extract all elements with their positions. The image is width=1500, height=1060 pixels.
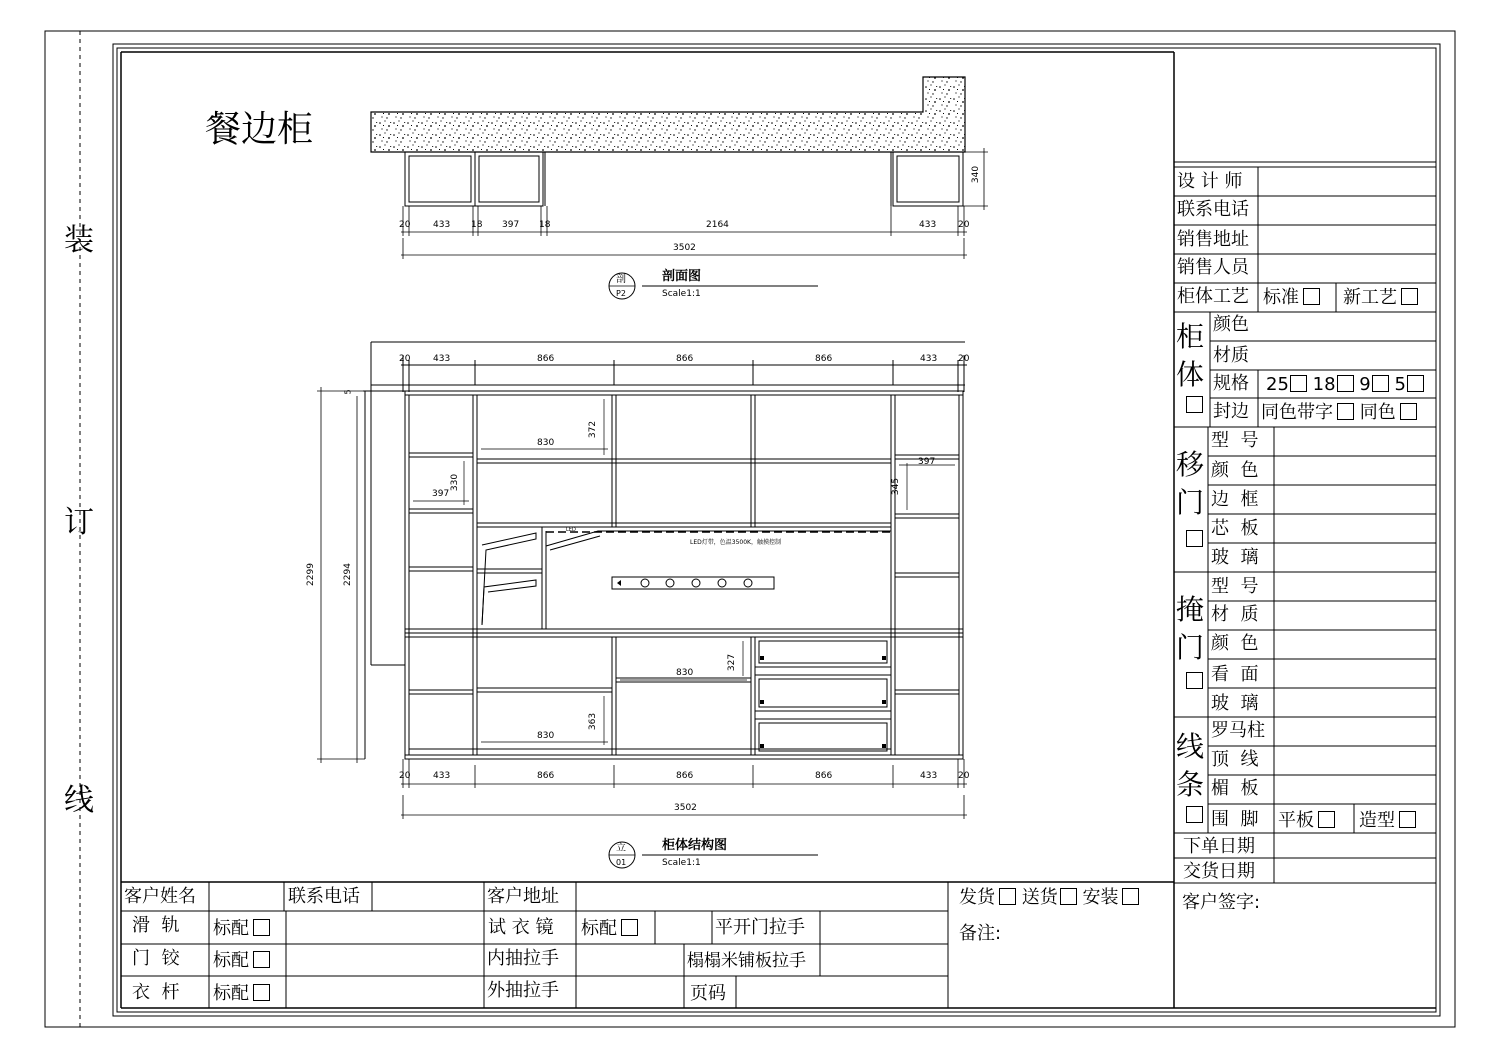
dim-label: 397	[432, 489, 450, 499]
page-number-label: 页码	[690, 983, 726, 1004]
deliver-checkbox[interactable]	[1060, 888, 1077, 905]
sliding-core-label: 芯 板	[1211, 518, 1259, 539]
body-edge-label: 封边	[1213, 401, 1249, 422]
view-scale: Scale1:1	[662, 858, 701, 868]
view-scale: Scale1:1	[662, 289, 701, 299]
sales-address-label: 销售地址	[1177, 229, 1249, 250]
dim-label: 327	[727, 653, 738, 672]
hinge-checkbox[interactable]	[253, 951, 270, 968]
dim-label: 372	[588, 420, 599, 439]
hinged-material-label: 材 质	[1211, 604, 1259, 625]
body-material-label: 材质	[1213, 345, 1249, 366]
badge-bottom: P2	[616, 289, 626, 298]
led-mark: LED	[566, 527, 576, 533]
hinged-face-label: 看 面	[1211, 664, 1259, 685]
dim-label: 2294	[342, 563, 353, 586]
top-line-label: 顶 线	[1211, 749, 1259, 770]
install-checkbox[interactable]	[1122, 888, 1139, 905]
dim-label: 830	[676, 668, 694, 678]
dim-label: 20	[399, 220, 411, 230]
dim-label: 345	[891, 477, 902, 496]
rod-checkbox[interactable]	[253, 984, 270, 1001]
dim-label: 20	[958, 771, 970, 781]
mirror-standard[interactable]: 标配	[581, 919, 638, 938]
dim-label: 330	[450, 473, 461, 492]
dim-label: 18	[539, 220, 551, 230]
contact-phone-label: 联系电话	[288, 886, 360, 907]
dim-label: 433	[919, 220, 937, 230]
view-title: 柜体结构图	[662, 838, 728, 853]
dim-label: 363	[588, 712, 599, 731]
body-spec-label: 规格	[1213, 373, 1249, 394]
lintel-label: 楣 板	[1211, 778, 1259, 799]
flat-option[interactable]: 平板	[1278, 811, 1335, 830]
body-color-label: 颜色	[1213, 314, 1249, 335]
dim-label: 5	[343, 389, 353, 395]
dim-label: 866	[537, 771, 555, 781]
standard-option[interactable]: 标准	[1263, 288, 1320, 307]
edge-options[interactable]: 同色带字 同色	[1261, 403, 1417, 422]
sliding-glass-label: 玻 璃	[1211, 547, 1259, 568]
slide-rail-label: 滑 轨	[132, 915, 180, 936]
remarks-label: 备注:	[959, 923, 1002, 944]
badge-top: 剖	[616, 274, 626, 285]
spec-options[interactable]: 25 18 9 5	[1266, 375, 1424, 394]
dim-total: 3502	[674, 803, 697, 813]
trim-group-label: 线 条	[1176, 730, 1205, 801]
cabinet-craft-label: 柜体工艺	[1177, 286, 1249, 307]
ship-deliver-install[interactable]: 发货 送货 安装	[959, 888, 1139, 907]
hinged-model-label: 型 号	[1211, 576, 1259, 597]
new-craft-option[interactable]: 新工艺	[1343, 288, 1418, 307]
dim-label: 866	[815, 354, 833, 364]
hinged-glass-label: 玻 璃	[1211, 693, 1259, 714]
mirror-label: 试 衣 镜	[488, 917, 554, 938]
dim-label: 397	[918, 457, 936, 467]
sliding-color-label: 颜 色	[1211, 460, 1259, 481]
binding-mark-2: 订	[64, 505, 94, 540]
dim-label: 18	[471, 220, 483, 230]
sliding-door-group-label: 移 门	[1176, 448, 1205, 519]
roman-column-label: 罗马柱	[1211, 720, 1265, 741]
mirror-checkbox[interactable]	[621, 919, 638, 936]
sliding-model-label: 型 号	[1211, 430, 1259, 451]
dim-total: 3502	[673, 243, 696, 253]
rod-standard[interactable]: 标配	[213, 984, 270, 1003]
binding-mark-3: 线	[64, 783, 94, 818]
led-note: LED灯带，色温3500K，触摸控制	[690, 539, 781, 546]
customer-signature-label: 客户签字:	[1182, 892, 1261, 913]
skirting-label: 围 脚	[1211, 809, 1259, 830]
dim-label: 866	[815, 771, 833, 781]
dim-label: 866	[676, 771, 694, 781]
sliding-frame-label: 边 框	[1211, 489, 1259, 510]
shaped-option[interactable]: 造型	[1359, 811, 1416, 830]
cabinet-body-group-label: 柜 体	[1176, 320, 1205, 391]
dim-label: 830	[537, 731, 555, 741]
ship-checkbox[interactable]	[999, 888, 1016, 905]
salesperson-label: 销售人员	[1177, 257, 1249, 278]
customer-address-label: 客户地址	[487, 886, 559, 907]
dim-label: 830	[537, 438, 555, 448]
phone-label: 联系电话	[1177, 199, 1249, 220]
dim-label: 866	[676, 354, 694, 364]
binding-mark-1: 装	[64, 223, 94, 258]
customer-name-label: 客户姓名	[124, 886, 196, 907]
dim-label: 20	[399, 354, 411, 364]
dim-label: 433	[433, 771, 451, 781]
hinged-color-label: 颜 色	[1211, 633, 1259, 654]
rod-label: 衣 杆	[132, 982, 180, 1003]
view-title: 剖面图	[662, 269, 702, 284]
dim-label: 433	[920, 771, 938, 781]
hinged-door-group-label: 掩 门	[1176, 593, 1205, 664]
outer-drawer-handle-label: 外抽拉手	[487, 980, 559, 1001]
designer-label: 设 计 师	[1177, 171, 1243, 192]
dim-label: 340	[971, 165, 982, 184]
dim-label: 20	[399, 771, 411, 781]
dim-label: 433	[433, 354, 451, 364]
dim-label: 2164	[706, 220, 729, 230]
dim-label: 20	[958, 354, 970, 364]
delivery-date-label: 交货日期	[1183, 861, 1255, 882]
slide-rail-standard[interactable]: 标配	[213, 919, 270, 938]
tatami-handle-label: 榻榻米铺板拉手	[687, 951, 806, 971]
dim-label: 20	[958, 220, 970, 230]
swing-handle-label: 平开门拉手	[715, 917, 805, 938]
drawing-title: 餐边柜	[205, 109, 314, 150]
dim-label: 2299	[305, 563, 316, 586]
hinge-label: 门 铰	[132, 948, 180, 969]
badge-top: 立	[616, 843, 626, 854]
dim-label: 397	[502, 220, 520, 230]
dim-label: 433	[920, 354, 938, 364]
inner-drawer-handle-label: 内抽拉手	[487, 948, 559, 969]
slide-rail-checkbox[interactable]	[253, 919, 270, 936]
dim-label: 866	[537, 354, 555, 364]
badge-bottom: 01	[616, 858, 627, 867]
dim-label: 433	[433, 220, 451, 230]
order-date-label: 下单日期	[1183, 836, 1255, 857]
hinge-standard[interactable]: 标配	[213, 951, 270, 970]
